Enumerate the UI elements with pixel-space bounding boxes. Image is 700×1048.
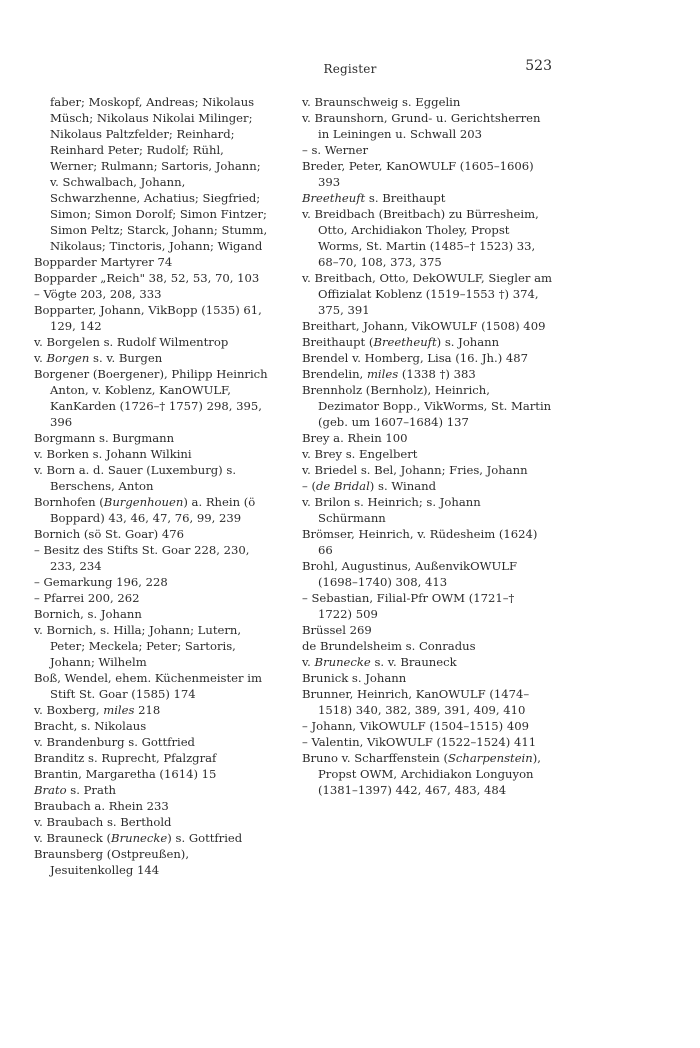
index-entry: v. Braubach s. Berthold bbox=[34, 815, 172, 829]
index-entry: Brohl, Augustinus, AußenvikOWULF (1698–1740) 308, 413 bbox=[302, 559, 518, 589]
index-entry bbox=[302, 190, 552, 206]
index-entry: Borgener (Boergener), Philipp Heinrich Anton, v. Koblenz, KanOWULF, KanKarden (1726–† 1757) 298, 395, 396 bbox=[34, 367, 268, 429]
entry-italic-text: Brunecke bbox=[314, 655, 371, 669]
index-entry: – Pfarrei 200, 262 bbox=[34, 591, 140, 605]
index-entry: Borgmann s. Burgmann bbox=[34, 431, 175, 445]
index-entry: de Brundelsheim s. Conradus bbox=[302, 639, 476, 653]
index-entry: Brüssel 269 bbox=[302, 623, 372, 637]
index-entry: – Valentin, VikOWULF (1522–1524) 411 bbox=[302, 735, 537, 749]
entry-italic-text: Breetheuft bbox=[373, 335, 437, 349]
index-entry: Brennholz (Bernholz), Heinrich, Dezimator Bopp., VikWorms, St. Martin (geb. um 1607–1684) 137 bbox=[302, 383, 552, 429]
index-entry bbox=[302, 478, 552, 494]
index-entry: v. Born a. d. Sauer (Luxemburg) s. Berschens, Anton bbox=[34, 463, 237, 493]
index-entry: – Sebastian, Filial-Pfr OWM (1721–† 1722) 509 bbox=[302, 591, 515, 621]
index-entry: Branditz s. Ruprecht, Pfalzgraf bbox=[34, 751, 217, 765]
entry-italic-text: miles bbox=[103, 703, 135, 717]
entry-text: ), Propst OWM, Archidiakon Longuyon (1381–1397) 442, 467, 483, 484 bbox=[318, 751, 541, 797]
entry-text: v. Brauneck ( bbox=[34, 831, 112, 845]
index-entry bbox=[34, 830, 272, 846]
index-entry: Brunner, Heinrich, KanOWULF (1474–1518) 340, 382, 389, 391, 409, 410 bbox=[302, 687, 530, 717]
index-entry: – s. Werner bbox=[302, 143, 369, 157]
entry-text: s. v. Brauneck bbox=[370, 655, 457, 669]
index-entry: v. Borgelen s. Rudolf Wilmentrop bbox=[34, 335, 229, 349]
index-entry bbox=[34, 494, 272, 526]
entry-text: ) s. Johann bbox=[436, 335, 500, 349]
index-entry: v. Braunshorn, Grund- u. Gerichtsherren in Leiningen u. Schwall 203 bbox=[302, 111, 541, 141]
index-entry: v. Breitbach, Otto, DekOWULF, Siegler am Offizialat Koblenz (1519–1553 †) 374, 375, 391 bbox=[302, 271, 552, 317]
entry-italic-text: Borgen bbox=[46, 351, 90, 365]
index-column-right bbox=[302, 94, 552, 798]
index-entry: v. Breidbach (Breitbach) zu Bürresheim, Otto, Archidiakon Tholey, Propst Worms, St. Martin (1485–† 1523) 33, 68–70, 108, 373, 375 bbox=[302, 207, 539, 269]
index-entry bbox=[302, 366, 552, 382]
index-entry: Brantin, Margaretha (1614) 15 bbox=[34, 767, 217, 781]
index-entry: Brendel v. Homberg, Lisa (16. Jh.) 487 bbox=[302, 351, 529, 365]
running-title: Register bbox=[323, 62, 377, 76]
entry-italic-text: Scharpenstein bbox=[447, 751, 533, 765]
index-entry: v. Borken s. Johann Wilkini bbox=[34, 447, 192, 461]
entry-text: Bornhofen ( bbox=[34, 495, 104, 509]
index-entry: – Johann, VikOWULF (1504–1515) 409 bbox=[302, 719, 529, 733]
index-entry bbox=[302, 750, 552, 798]
entry-text: Brendelin, bbox=[302, 367, 367, 381]
entry-text: ) s. Winand bbox=[369, 479, 437, 493]
index-entry bbox=[34, 702, 272, 718]
entry-text: s. v. Burgen bbox=[89, 351, 163, 365]
entry-italic-text: de Bridal bbox=[316, 479, 370, 493]
entry-text: ) s. Gottfried bbox=[167, 831, 243, 845]
index-entry: Braubach a. Rhein 233 bbox=[34, 799, 169, 813]
index-entry: Bopparter, Johann, VikBopp (1535) 61, 129, 142 bbox=[34, 303, 262, 333]
entry-text: s. Breithaupt bbox=[365, 191, 446, 205]
entry-text: (1338 †) 383 bbox=[398, 367, 476, 381]
index-entry: Bracht, s. Nikolaus bbox=[34, 719, 147, 733]
index-entry: Bopparder Martyrer 74 bbox=[34, 255, 173, 269]
index-entry: v. Briedel s. Bel, Johann; Fries, Johann bbox=[302, 463, 528, 477]
entry-text: s. Prath bbox=[66, 783, 117, 797]
entry-text: Bruno v. Scharffenstein ( bbox=[302, 751, 448, 765]
index-entry: v. Bornich, s. Hilla; Johann; Lutern, Peter; Meckela; Peter; Sartoris, Johann; Wilhelm bbox=[34, 623, 242, 669]
entry-text: – ( bbox=[302, 479, 317, 493]
index-entry: – Besitz des Stifts St. Goar 228, 230, 233, 234 bbox=[34, 543, 250, 573]
entry-text: Breithaupt ( bbox=[302, 335, 374, 349]
index-entry: Bornich, s. Johann bbox=[34, 607, 142, 621]
index-entry: Brey a. Rhein 100 bbox=[302, 431, 408, 445]
index-entry: Breithart, Johann, VikOWULF (1508) 409 bbox=[302, 319, 546, 333]
index-entry bbox=[302, 654, 552, 670]
index-entry: Brömser, Heinrich, v. Rüdesheim (1624) 66 bbox=[302, 527, 538, 557]
entry-text: 218 bbox=[134, 703, 161, 717]
index-entry: Brunick s. Johann bbox=[302, 671, 407, 685]
index-entry: – Vögte 203, 208, 333 bbox=[34, 287, 162, 301]
index-entry: Boß, Wendel, ehem. Küchenmeister im Stift St. Goar (1585) 174 bbox=[34, 671, 262, 701]
entry-italic-text: Breetheuft bbox=[302, 191, 366, 205]
page-number: 523 bbox=[525, 58, 552, 74]
entry-italic-text: Burgenhouen bbox=[103, 495, 184, 509]
index-entry: Bopparder „Reich" 38, 52, 53, 70, 103 bbox=[34, 271, 260, 285]
index-entry bbox=[34, 782, 272, 798]
index-entry bbox=[302, 334, 552, 350]
entry-text: v. Boxberg, bbox=[34, 703, 104, 717]
index-column-left bbox=[34, 94, 272, 878]
index-entry: Breder, Peter, KanOWULF (1605–1606) 393 bbox=[302, 159, 534, 189]
index-entry: – Gemarkung 196, 228 bbox=[34, 575, 168, 589]
index-entry: faber; Moskopf, Andreas; Nikolaus Müsch; Nikolaus Nikolai Milinger; Nikolaus Paltzfelder; Reinhard; Reinhard Peter; Rudolf; Rühl, Werner; Rulmann; Sartoris, Johann; v. Schwalbach, Johann, Schwarzhenne, Achatius; Siegfried; Simon; Simon Dorolf; Simon Fintzer; Simon Peltz; Starck, Johann; Stumm, Nikolaus; Tinctoris, Johann; Wigand bbox=[50, 95, 268, 253]
entry-text: v. bbox=[34, 351, 47, 365]
index-entry: Bornich (sö St. Goar) 476 bbox=[34, 527, 185, 541]
index-entry: Braunsberg (Ostpreußen), Jesuitenkolleg 144 bbox=[34, 847, 189, 877]
entry-text: v. bbox=[302, 655, 315, 669]
index-entry bbox=[34, 350, 272, 366]
entry-text: ) a. Rhein (ö Boppard) 43, 46, 47, 76, 99, 239 bbox=[50, 495, 256, 525]
index-entry: v. Brey s. Engelbert bbox=[302, 447, 418, 461]
index-entry: v. Brilon s. Heinrich; s. Johann Schürmann bbox=[302, 495, 481, 525]
entry-italic-text: Brato bbox=[34, 783, 67, 797]
index-entry: v. Brandenburg s. Gottfried bbox=[34, 735, 195, 749]
index-entry: v. Braunschweig s. Eggelin bbox=[302, 95, 461, 109]
entry-italic-text: Brunecke bbox=[111, 831, 168, 845]
entry-italic-text: miles bbox=[366, 367, 399, 381]
